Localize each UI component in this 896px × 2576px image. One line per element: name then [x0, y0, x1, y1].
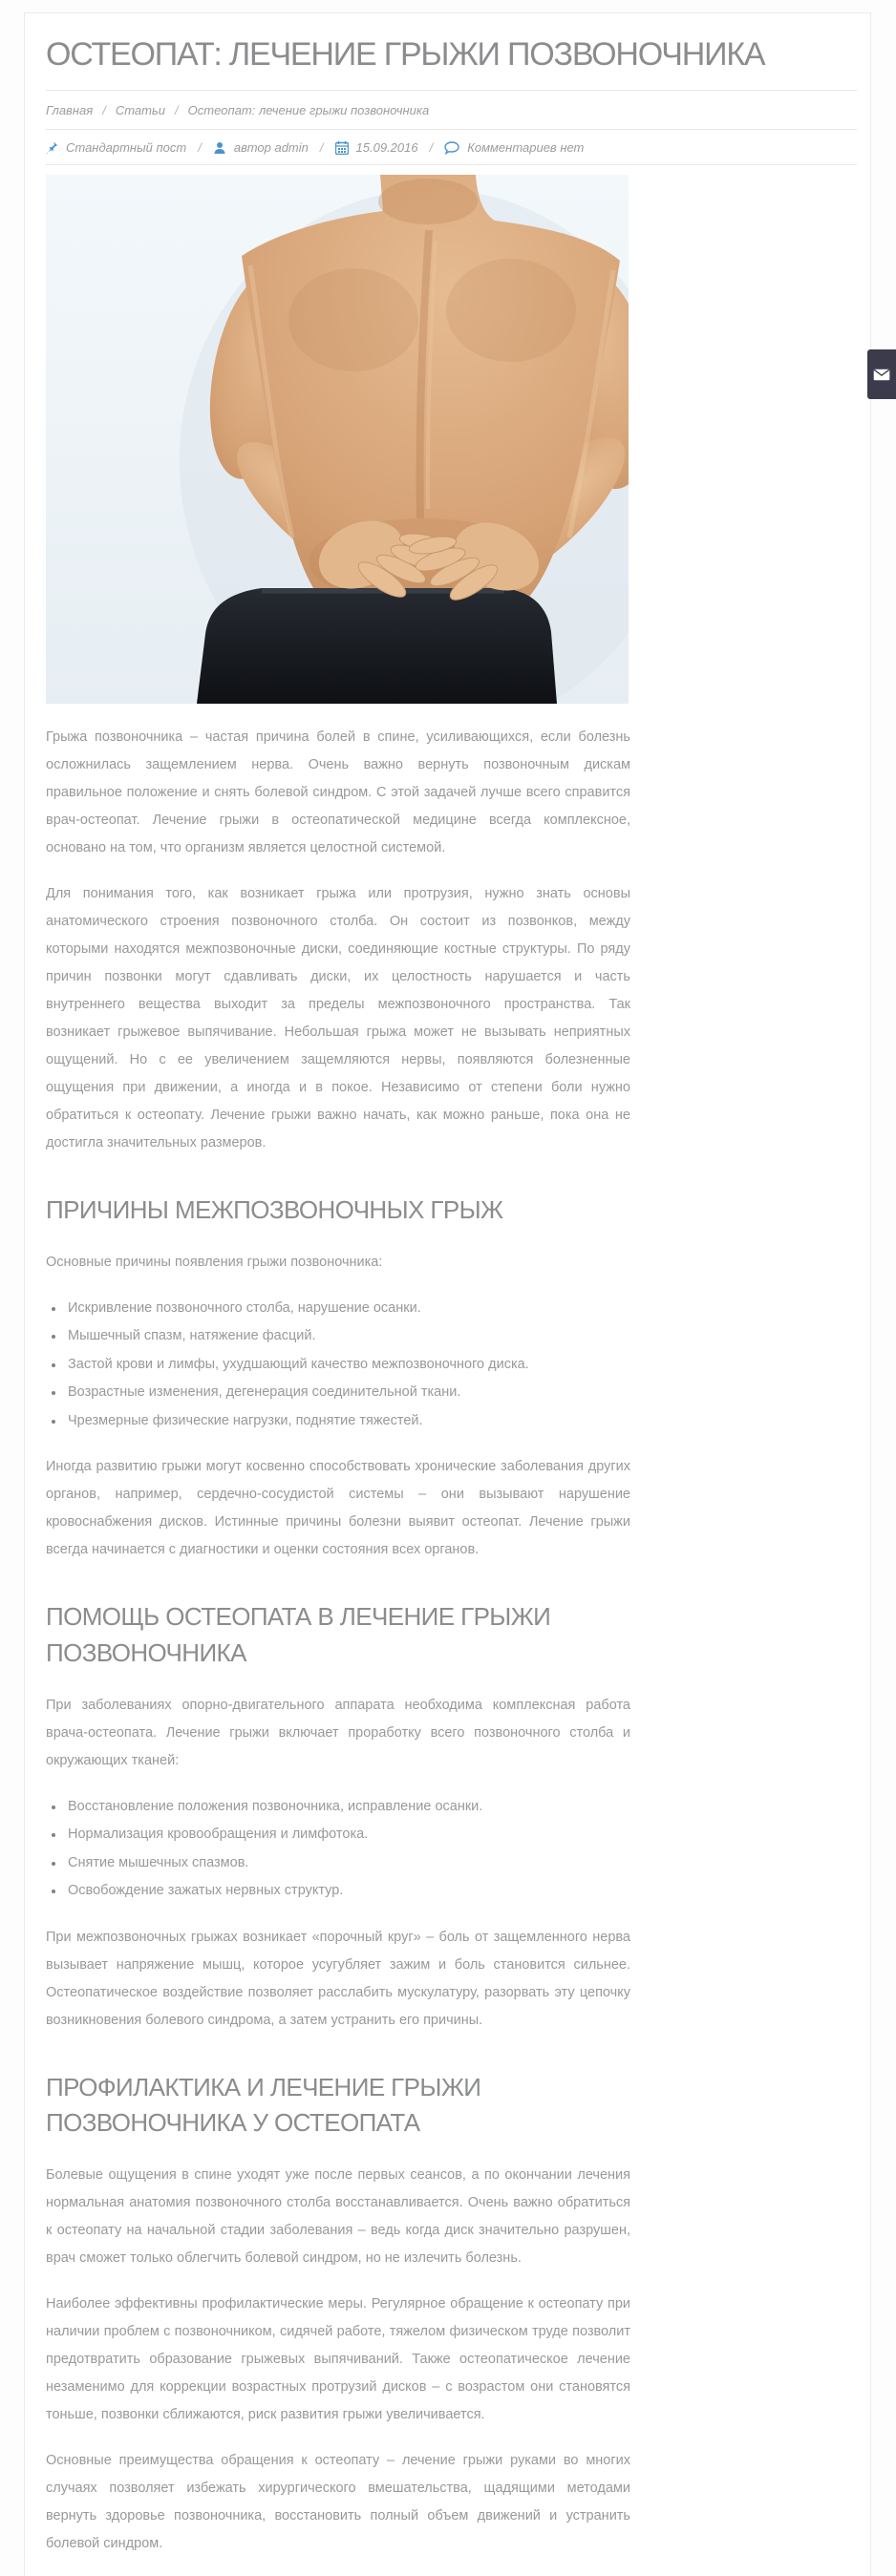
prevention-paragraph-2: Наиболее эффективны профилактические меры. Регулярное обращение к остеопату при наличии проблем с позвоночником, сидячей работе, тяжелом физическом труде позволит предотвратить образование грыжевых выпячиваний. Также остеопатическое лечение незаменимо для коррекции возрастных протрузий дисков – с возрастом они становятся тоньше, позвонки сближаются, риск развития грыжи увеличивается.	[46, 2295, 630, 2422]
causes-list	[50, 1295, 630, 1436]
breadcrumb-separator: /	[102, 103, 106, 117]
causes-outro: Иногда развитию грыжи могут косвенно способствовать хронические заболевания других органов, например, сердечно-сосудистой системы – они вызывают нарушение кровоснабжения дисков. Истинные причины болезни выявит остеопат. Лечение грыжи всегда начинается с диагностики и оценки состояния всех органов.	[46, 1459, 630, 1558]
causes-lead: Основные причины появления грыжи позвоночника:	[46, 1254, 383, 1270]
post-date-label: 15.09.2016	[355, 140, 418, 155]
post-author-label: автор admin	[233, 140, 309, 155]
post-format-link[interactable]	[46, 140, 186, 155]
help-list	[50, 1793, 630, 1906]
breadcrumb-separator: /	[175, 103, 179, 117]
calendar-icon	[335, 141, 349, 155]
breadcrumb	[46, 91, 857, 129]
breadcrumb-home[interactable]: Главная	[46, 103, 94, 117]
pin-icon	[46, 141, 58, 155]
article-hero-image	[46, 175, 629, 704]
help-lead: При заболеваниях опорно-двигательного аппарата необходима комплексная работа врача-остеопата. Лечение грыжи включает проработку всего позвоночного столба и окружающих тканей:	[46, 1697, 630, 1768]
list-item: • Чрезмерные физические нагрузки, поднятие тяжестей.	[65, 1407, 630, 1436]
section-heading-causes: ПРИЧИНЫ МЕЖПОЗВОНОЧНЫХ ГРЫЖ	[46, 1195, 503, 1224]
feedback-tab[interactable]	[867, 349, 896, 399]
breadcrumb-current: Остеопат: лечение грыжи позвоночника	[187, 103, 430, 117]
meta-separator: /	[429, 140, 434, 155]
post-format-label: Стандартный пост	[66, 140, 187, 155]
intro-paragraph-2: Для понимания того, как возникает грыжа или протрузия, нужно знать основы анатомического строения позвоночного столба. Он состоит из позвонков, между которыми находятся межпозвоночные диски, соединяющие костные структуры. По ряду причин позвонки могут сдавливать диски, их целостность нарушается и часть внутреннего вещества выходит за пределы межпозвоночного пространства. Так возникает грыжевое выпячивание. Небольшая грыжа может не вызывать неприятных ощущений. Но с ее увеличением защемляются нервы, появляются болезненные ощущения при движении, а иногда и в покое. Независимо от степени боли нужно обратиться к остеопату. Лечение грыжи важно начать, как можно раньше, пока она не достигла значительных размеров.	[46, 886, 630, 1151]
post-date	[335, 140, 418, 155]
post-comments-link[interactable]	[444, 140, 584, 155]
list-item: • Нормализация кровообращения и лимфотока.	[65, 1821, 630, 1849]
post-author-link[interactable]	[213, 140, 309, 155]
list-item: • Возрастные изменения, дегенерация соединительной ткани.	[65, 1379, 630, 1407]
list-item: • Застой крови и лимфы, ухудшающий качество межпозвоночного диска.	[65, 1351, 630, 1380]
prevention-paragraph-3: Основные преимущества обращения к остеопату – лечение грыжи руками во многих случаях позволяет избежать хирургического вмешательства, щадящими методами вернуть здоровье позвоночника, восстановить полный объем движений и устранить болевой синдром.	[46, 2452, 630, 2551]
user-icon	[213, 141, 226, 155]
list-item: • Искривление позвоночного столба, нарушение осанки.	[65, 1295, 630, 1323]
man-back-pain-illustration	[46, 175, 629, 704]
post-comments-label: Комментариев нет	[467, 140, 585, 155]
list-item: • Мышечный спазм, натяжение фасций.	[65, 1322, 630, 1351]
envelope-icon	[873, 369, 890, 381]
meta-separator: /	[198, 140, 202, 155]
post-content	[46, 175, 630, 2558]
section-heading-prevention: ПРОФИЛАКТИКА И ЛЕЧЕНИЕ ГРЫЖИ ПОЗВОНОЧНИКА У ОСТЕОПАТА	[46, 2072, 481, 2138]
meta-divider	[46, 164, 857, 165]
prevention-paragraph-1: Болевые ощущения в спине уходят уже после первых сеансов, а по окончании лечения нормальная анатомия позвоночного столба восстанавливается. Очень важно обратиться к остеопату на начальной стадии заболевания – ведь когда диск значительно разрушен, врач сможет только облегчить болевой синдром, но не излечить болезнь.	[46, 2166, 630, 2266]
list-item: • Освобождение зажатых нервных структур.	[65, 1877, 630, 1906]
post-card	[24, 12, 871, 2576]
breadcrumb-articles[interactable]: Статьи	[115, 103, 166, 117]
list-item: • Снятие мышечных спазмов.	[65, 1849, 630, 1878]
section-heading-help: ПОМОЩЬ ОСТЕОПАТА В ЛЕЧЕНИЕ ГРЫЖИ ПОЗВОНОЧНИКА	[46, 1602, 551, 1667]
post-meta	[46, 130, 857, 164]
help-outro: При межпозвоночных грыжах возникает «порочный круг» – боль от защемленного нерва вызывает напряжение мышц, которое усугубляет зажим и боль становится сильнее. Остеопатическое воздействие позволяет расслабить мускулатуру, разорвать эту цепочку возникновения болевого синдрома, а затем устранить его причины.	[46, 1929, 630, 2028]
page-title: ОСТЕОПАТ: ЛЕЧЕНИЕ ГРЫЖИ ПОЗВОНОЧНИКА	[46, 36, 765, 73]
intro-paragraph-1: Грыжа позвоночника – частая причина болей в спине, усиливающихся, если болезнь осложнилась защемлением нерва. Очень важно вернуть позвоночным дискам правильное положение и снять болевой синдром. С этой задачей лучше всего справится врач-остеопат. Лечение грыжи в остеопатической медицине всегда комплексное, основано на том, что организм является целостной системой.	[46, 729, 630, 855]
meta-separator: /	[319, 140, 324, 155]
comment-icon	[444, 141, 459, 155]
list-item: • Восстановление положения позвоночника, исправление осанки.	[65, 1793, 630, 1822]
